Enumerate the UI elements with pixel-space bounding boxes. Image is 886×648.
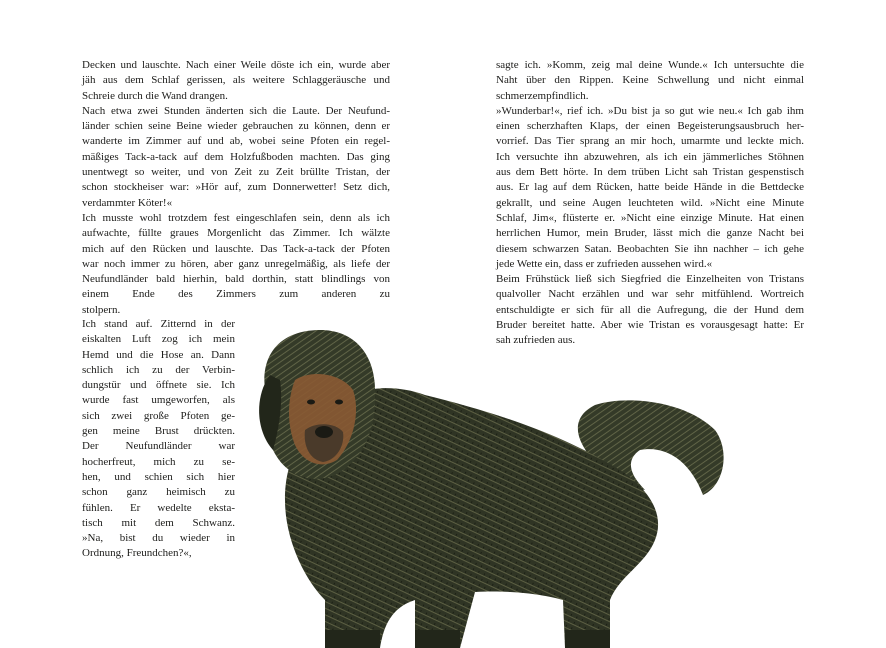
text-line: Beim Frühstück ließ sich Siegfried die Einzelheiten von Tristans	[496, 273, 804, 286]
text-line: mäßiges Tack-a-tack auf dem Holzfußboden machten. Das ging	[82, 150, 390, 163]
text-line: sah zufrieden aus.	[496, 334, 576, 347]
text-line: Hemd und die Hose an. Dann	[82, 348, 235, 361]
text-line: Der Neufundländer war	[82, 440, 235, 453]
text-line: jede Wette ein, dass er zufrieden aussehen wird.«	[496, 257, 713, 270]
text-line: fühlen. Er wedelte ekstа-	[82, 501, 235, 514]
text-line: Ich versuchte ihn abzuwehren, als ich ein jämmerliches Stöhnen	[496, 150, 804, 163]
text-line: herrlichen Humor, mein Bruder, lässt mich die ganze Nacht bei	[496, 227, 804, 240]
text-line: Ordnung, Freundchen?«,	[82, 547, 192, 560]
text-line: Ich stand auf. Zitternd in der	[82, 318, 235, 330]
text-line: Nach etwa zwei Stunden änderten sich die Laute. Der Neufund-	[82, 104, 390, 117]
dog-paw	[325, 630, 380, 648]
text-line: war noch immer zu hören, aber ganz unregelmäßig, als liefe der	[82, 257, 390, 270]
text-line: einem Ende des Zimmers zum anderen zu	[82, 288, 390, 301]
left-column-text	[82, 58, 390, 318]
text-line: diesem schwarzen Satan. Beobachten Sie ihn nachher – ich gehe	[496, 242, 804, 255]
right-paragraph-1	[496, 58, 804, 104]
dog-paw	[415, 630, 460, 648]
text-line: schon ganz heimisch zu	[82, 486, 235, 499]
text-line: eiskalten Luft zog ich mein	[82, 333, 235, 346]
text-line: aus dem Bett hörte. In dem trüben Licht sah Tristan gespenstisch	[496, 166, 804, 179]
left-column-wrap-text	[82, 317, 235, 562]
text-line: Ich musste wohl trotzdem fest eingeschlafen sein, denn als ich	[82, 211, 390, 224]
text-line: jäh aus dem Schlaf gerissen, als weitere Schlaggeräusche und	[82, 74, 390, 87]
text-line: länder schien seine Beine wieder gebrauchen zu können, denn er	[82, 120, 390, 133]
text-line: schmerzempfindlich.	[496, 89, 589, 102]
text-line: tisch mit dem Schwanz.	[82, 516, 235, 529]
right-paragraph-2	[496, 104, 804, 272]
text-line: qualvoller Nacht erzählen und war sehr mitfühlend. Wortreich	[496, 288, 804, 301]
text-line: gen meine Brust drückten.	[82, 425, 235, 438]
text-line: Schreie durch die Wand drangen.	[82, 89, 228, 102]
dog-eye-left	[307, 400, 315, 405]
left-paragraph-2	[82, 104, 390, 211]
text-line: stolpern.	[82, 303, 121, 316]
text-line: entschuldigte er sich für all die Aufregung, die der Hund dem	[496, 303, 804, 316]
text-line: verdammter Köter!«	[82, 196, 173, 209]
text-line: schon stockheiser war: »Hör auf, zum Donnerwetter! Setz dich,	[82, 181, 390, 194]
text-line: wurde fast umgeworfen, als	[82, 394, 235, 407]
dog-eye-right	[335, 400, 343, 405]
text-line: mich auf den Rücken und lauschte. Das Tack-a-tack der Pfoten	[82, 242, 390, 255]
left-paragraph-1	[82, 58, 390, 104]
text-line: Decken und lauschte. Nach einer Weile döste ich ein, wurde aber	[82, 59, 390, 71]
text-line: dungstür und öffnete sie. Ich	[82, 379, 235, 392]
text-line: »Wunderbar!«, rief ich. »Du bist ja so gut wie neu.« Ich gab ihm	[496, 104, 804, 117]
left-wrap-paragraph	[82, 317, 235, 562]
text-line: Naht über den Rippen. Keine Schwellung und nicht einmal	[496, 74, 804, 87]
text-line: sich zwei große Pfoten ge-	[82, 409, 235, 422]
newfoundland-dog-illustration	[225, 300, 745, 648]
text-line: Neufundländer bald hierhin, bald dorthin, statt blindlings von	[82, 273, 390, 286]
text-line: »Na, bist du wieder in	[82, 532, 235, 545]
text-line: aus. Er lag auf dem Rücken, hatte beide Hände in die Bettdecke	[496, 181, 804, 194]
text-line: Bruder bereitet hatte. Aber wie Tristan es vorausgesagt hatte: Er	[496, 319, 804, 332]
text-line: Schlaf, Jim«, flüsterte er. »Nicht eine einzige Minute. Hat einen	[496, 211, 804, 224]
text-line: gekrallt, und seine Augen leuchteten wild. »Nicht eine Minute	[496, 196, 804, 209]
text-line: wanderte im Zimmer auf und ab, wobei seine Pfoten ein regel-	[82, 135, 390, 148]
text-line: vorrief. Das Tier sprang an mir hoch, umarmte und leckte mich.	[496, 135, 804, 148]
text-line: aufwachte, füllte graues Morgenlicht das Zimmer. Ich wälzte	[82, 227, 390, 240]
text-line: hocherfreut, mich zu se-	[82, 455, 235, 468]
text-line: sagte ich. »Komm, zeig mal deine Wunde.« Ich untersuchte die	[496, 59, 804, 71]
text-line: unentwegt so weiter, und von Zeit zu Zeit brüllte Tristan, der	[82, 166, 390, 179]
dog-paw	[565, 630, 610, 648]
text-line: schlich ich zu der Verbin-	[82, 363, 235, 376]
text-line: hen, und schien sich hier	[82, 470, 235, 483]
dog-nose	[315, 426, 333, 438]
text-line: einen scherzhaften Klaps, der einen Begeisterungsausbruch her-	[496, 120, 804, 133]
